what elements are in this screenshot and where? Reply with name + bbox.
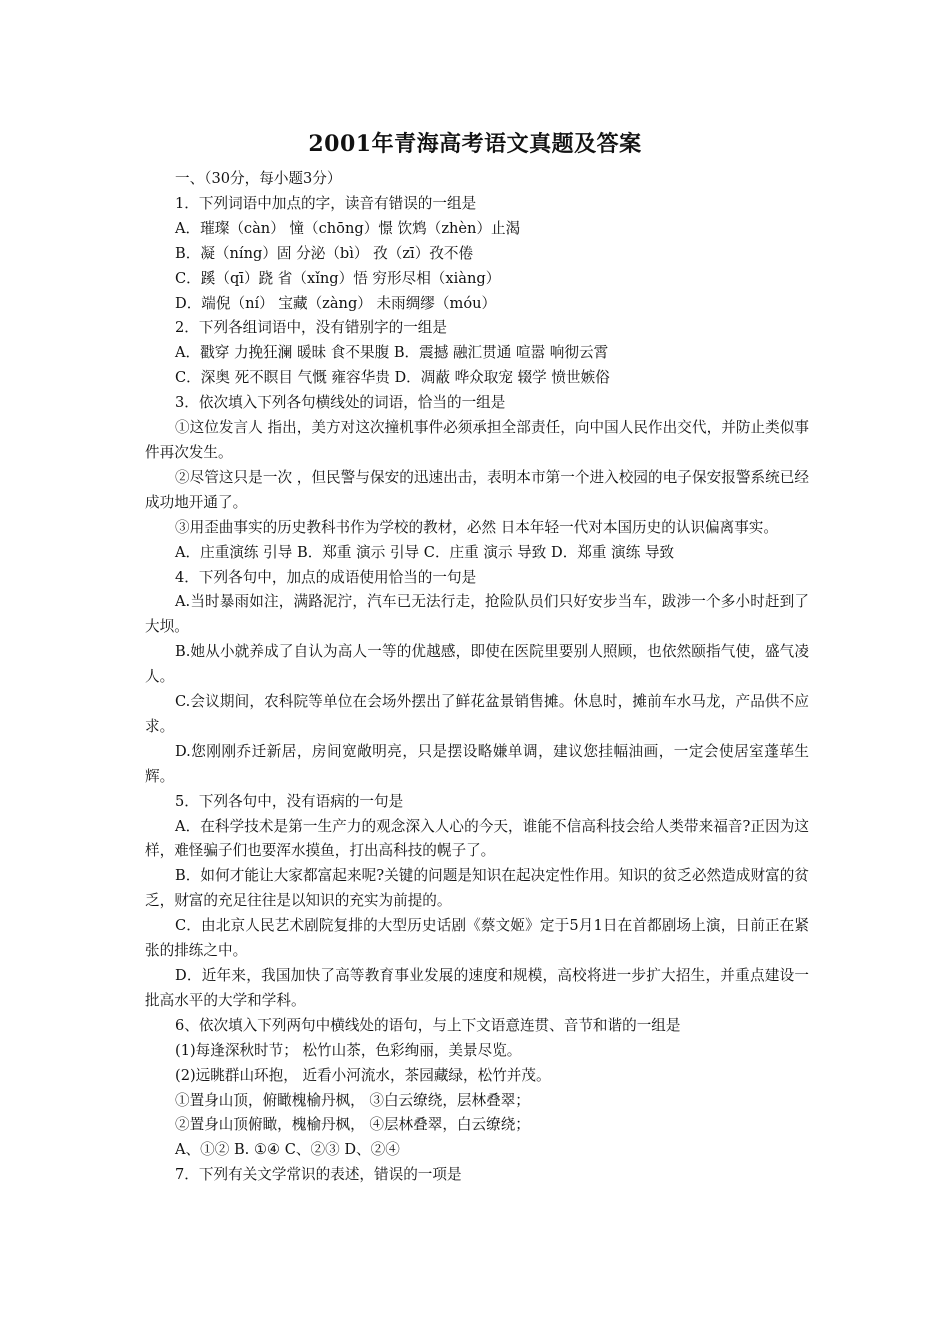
text-line: B．如何才能让大家都富起来呢?关键的问题是知识在起决定性作用。知识的贫乏必然造成财富的贫乏，财富的充足往往是以知识的充实为前提的。 — [145, 867, 809, 910]
text-line: D．近年来，我国加快了高等教育事业发展的速度和规模，高校将进一步扩大招生，并重点建设一批高水平的大学和学科。 — [145, 967, 809, 1009]
text-line: 1．下列词语中加点的字，读音有错误的一组是 — [175, 194, 477, 212]
document-body — [145, 167, 809, 1188]
text-line: A．戳穿 力挽狂澜 暖昧 食不果腹 B．震撼 融汇贯通 喧嚣 响彻云霄 — [175, 344, 609, 362]
text-line: 2．下列各组词语中，没有错别字的一组是 — [175, 319, 447, 337]
text-line: A.当时暴雨如注，满路泥泞，汽车已无法行走，抢险队员们只好安步当车，跋涉一个多小时赶到了大坝。 — [145, 593, 809, 636]
text-line: ①这位发言人 指出，美方对这次撞机事件必须承担全部责任，向中国人民作出交代，并防止类似事件再次发生。 — [145, 419, 809, 461]
text-line: B．凝（níng）固 分泌（bì） 孜（zī）孜不倦 — [175, 244, 474, 262]
text-line: C.会议期间，农科院等单位在会场外摆出了鲜花盆景销售摊。休息时，摊前车水马龙，产品供不应求。 — [145, 693, 809, 735]
text-line: 3．依次填入下列各句横线处的词语，恰当的一组是 — [175, 394, 506, 412]
text-line: 6、依次填入下列两句中横线处的语句，与上下文语意连贯、音节和谐的一组是 — [175, 1016, 681, 1034]
document-title: 2001年青海高考语文真题及答案 — [308, 131, 642, 157]
text-line: ②尽管这只是一次 ，但民警与保安的迅速出击，表明本市第一个进入校园的电子保安报警系统已经成功地开通了。 — [145, 468, 809, 511]
text-line: 7．下列有关文学常识的表述，错误的一项是 — [175, 1166, 462, 1184]
text-line: 一、（30分，每小题3分） — [175, 170, 342, 187]
text-line: 5．下列各句中，没有语病的一句是 — [175, 792, 404, 810]
text-line: C．由北京人民艺术剧院复排的大型历史话剧《蔡文姬》定于5月1日在首都剧场上演，日前正在紧张的排练之中。 — [145, 917, 809, 960]
text-line: (1)每逢深秋时节； 松竹山茶，色彩绚丽，美景尽览。 — [175, 1041, 522, 1059]
text-line: ①置身山顶，俯瞰槐榆丹枫， ③白云缭绕，层林叠翠； — [175, 1091, 530, 1109]
text-line: A．璀璨（càn） 憧（chōng）憬 饮鸩（zhèn）止渴 — [175, 219, 521, 237]
text-line: A．在科学技术是第一生产力的观念深入人心的今天，谁能不信高科技会给人类带来福音?正因为这样，难怪骗子们也要浑水摸鱼，打出高科技的幌子了。 — [145, 817, 809, 860]
text-line: (2)远眺群山环抱， 近看小河流水，茶园藏绿，松竹并茂。 — [175, 1066, 551, 1084]
text-line: B.她从小就养成了自认为高人一等的优越感，即使在医院里要别人照顾，也依然颐指气使，盛气凌人。 — [145, 643, 809, 686]
text-line: C．蹊（qī）跷 省（xǐng）悟 穷形尽相（xiàng） — [175, 269, 501, 287]
text-line: ②置身山顶俯瞰，槐榆丹枫， ④层林叠翠，白云缭绕； — [175, 1116, 530, 1134]
text-line: ③用歪曲事实的历史教科书作为学校的教材，必然 日本年轻一代对本国历史的认识偏离事实。 — [175, 518, 778, 536]
text-line: 4．下列各句中，加点的成语使用恰当的一句是 — [175, 568, 477, 586]
text-line: C．深奥 死不瞑目 气慨 雍容华贵 D．凋蔽 哗众取宠 辍学 愤世嫉俗 — [175, 369, 610, 387]
text-line: D．端倪（ní） 宝藏（zàng） 未雨绸缪（móu） — [175, 294, 497, 312]
text-line: D.您刚刚乔迁新居，房间宽敞明亮，只是摆设略嫌单调，建议您挂幅油画，一定会使居室蓬荜生辉。 — [145, 742, 809, 785]
text-line: A．庄重演练 引导 B．郑重 演示 引导 C．庄重 演示 导致 D．郑重 演练 导致 — [175, 543, 675, 561]
text-line: A、①② B. ①④ C、②③ D、②④ — [175, 1141, 400, 1159]
